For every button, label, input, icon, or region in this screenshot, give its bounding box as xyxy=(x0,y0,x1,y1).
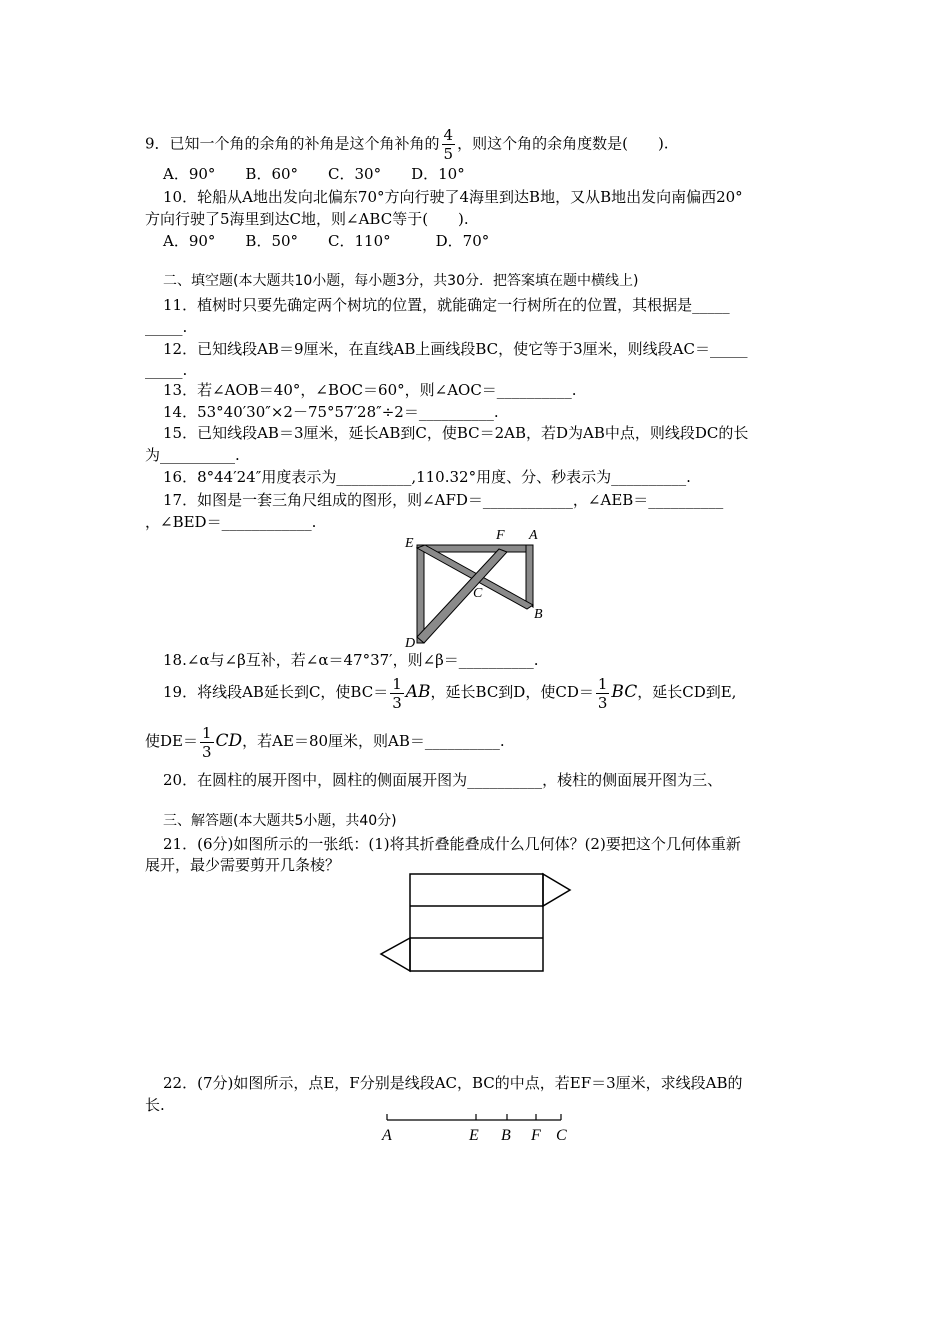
q17-line2: ，∠BED＝____________. xyxy=(145,513,317,531)
q10-options: A．90° B．50° C．110° D．70° xyxy=(163,232,490,250)
label-A: A xyxy=(529,528,538,543)
q19-term-3: CD xyxy=(215,731,243,751)
q19-line1 xyxy=(163,673,736,712)
q11-line1: 11．植树时只要先确定两个树坑的位置，就能确定一行树所在的位置，其根据是_____ xyxy=(163,296,730,314)
q19-f1-den: 3 xyxy=(392,693,402,712)
left-bar xyxy=(417,545,424,643)
label-B: B xyxy=(534,607,543,622)
q19-fraction-3 xyxy=(200,724,214,761)
label-F: F xyxy=(496,528,505,543)
label-E: E xyxy=(405,536,414,551)
section3-heading: 三、解答题(本大题共5小题，共40分) xyxy=(163,813,397,829)
q19-fraction-2 xyxy=(596,675,610,712)
q19-fraction-1 xyxy=(390,675,404,712)
q9-text: 9．已知一个角的余角的补角是这个角补角的 xyxy=(145,134,440,153)
q12-line1: 12．已知线段AB＝9厘米，在直线AB上画线段BC，使它等于3厘米，则线段AC＝_____ xyxy=(163,340,748,358)
label-C: C xyxy=(473,586,483,601)
q10-line1: 10．轮船从A地出发向北偏东70°方向行驶了4海里到达B地，又从B地出发向南偏西20° xyxy=(163,188,743,206)
q18: 18.∠α与∠β互补，若∠α＝47°37′，则∠β＝__________. xyxy=(163,651,539,669)
q9-fraction xyxy=(442,126,456,163)
q16: 16．8°44′24″用度表示为__________,110.32°用度、分、秒表示为__________. xyxy=(163,468,691,486)
q19-text-3: ，延长CD到E, xyxy=(637,683,737,701)
q15-line2: 为__________. xyxy=(145,446,240,464)
q19-f2-num: 1 xyxy=(597,674,608,693)
q13: 13．若∠AOB＝40°，∠BOC＝60°，则∠AOC＝__________. xyxy=(163,381,577,399)
q19-f3-den: 3 xyxy=(201,742,212,761)
label-F: F xyxy=(531,1127,541,1144)
q11-line2: _____. xyxy=(145,318,188,336)
q9-frac-den: 5 xyxy=(443,145,454,163)
q15-line1: 15．已知线段AB＝3厘米，延长AB到C，使BC＝2AB，若D为AB中点，则线段DC的长 xyxy=(163,424,749,442)
net-triangle-right xyxy=(543,874,570,906)
right-bar xyxy=(526,545,533,607)
q21-line2: 展开，最少需要剪开几条棱？ xyxy=(145,856,341,874)
label-A: A xyxy=(382,1127,392,1144)
q9-options: A．90° B．60° C．30° D．10° xyxy=(163,165,465,183)
net-rectangle xyxy=(410,874,543,971)
q9-text-post: ，则这个角的余角度数是( ). xyxy=(457,134,669,153)
triangle-rulers-figure xyxy=(395,525,555,650)
q10-line2: 方向行驶了5海里到达C地，则∠ABC等于( ). xyxy=(145,210,469,228)
q19-line2 xyxy=(145,722,505,761)
label-E: E xyxy=(469,1127,479,1144)
q12-line2: _____. xyxy=(145,361,188,379)
prism-net-figure xyxy=(375,868,580,978)
q19-text-1: 19．将线段AB延长到C，使BC＝ xyxy=(163,683,389,701)
q9-frac-num: 4 xyxy=(443,126,454,144)
label-B: B xyxy=(501,1127,511,1144)
q17-line1: 17．如图是一套三角尺组成的图形，则∠AFD＝____________，∠AEB＝__________ xyxy=(163,491,724,509)
q9-stem xyxy=(145,126,669,163)
section2-heading: 二、填空题(本大题共10小题，每小题3分，共30分．把答案填在题中横线上) xyxy=(163,273,639,289)
net-triangle-left xyxy=(381,938,410,971)
label-C: C xyxy=(556,1127,567,1144)
q22-line1: 22．(7分)如图所示，点E，F分别是线段AC，BC的中点，若EF＝3厘米，求线段AB的 xyxy=(163,1074,743,1092)
q19-text-4: 使DE＝ xyxy=(145,732,198,750)
q19-f2-den: 3 xyxy=(597,693,608,712)
q19-term-1: AB xyxy=(405,682,431,702)
q19-f1-num: 1 xyxy=(392,674,402,693)
q19-f3-num: 1 xyxy=(201,723,212,742)
q19-text-2: ，延长BC到D，使CD＝ xyxy=(430,683,594,701)
q22-line2: 长. xyxy=(145,1096,165,1114)
q14: 14．53°40′30″×2－75°57′28″÷2＝__________. xyxy=(163,403,499,421)
segment-figure xyxy=(375,1110,575,1150)
diagonal-f-d xyxy=(417,549,507,643)
q19-text-5: ，若AE＝80厘米，则AB＝__________. xyxy=(242,732,505,750)
q21-line1: 21．(6分)如图所示的一张纸：(1)将其折叠能叠成什么几何体？(2)要把这个几何体重新 xyxy=(163,835,741,853)
label-D: D xyxy=(405,636,416,650)
q20: 20．在圆柱的展开图中，圆柱的侧面展开图为__________，棱柱的侧面展开图为三、 xyxy=(163,771,723,789)
q19-term-2: BC xyxy=(611,682,638,702)
